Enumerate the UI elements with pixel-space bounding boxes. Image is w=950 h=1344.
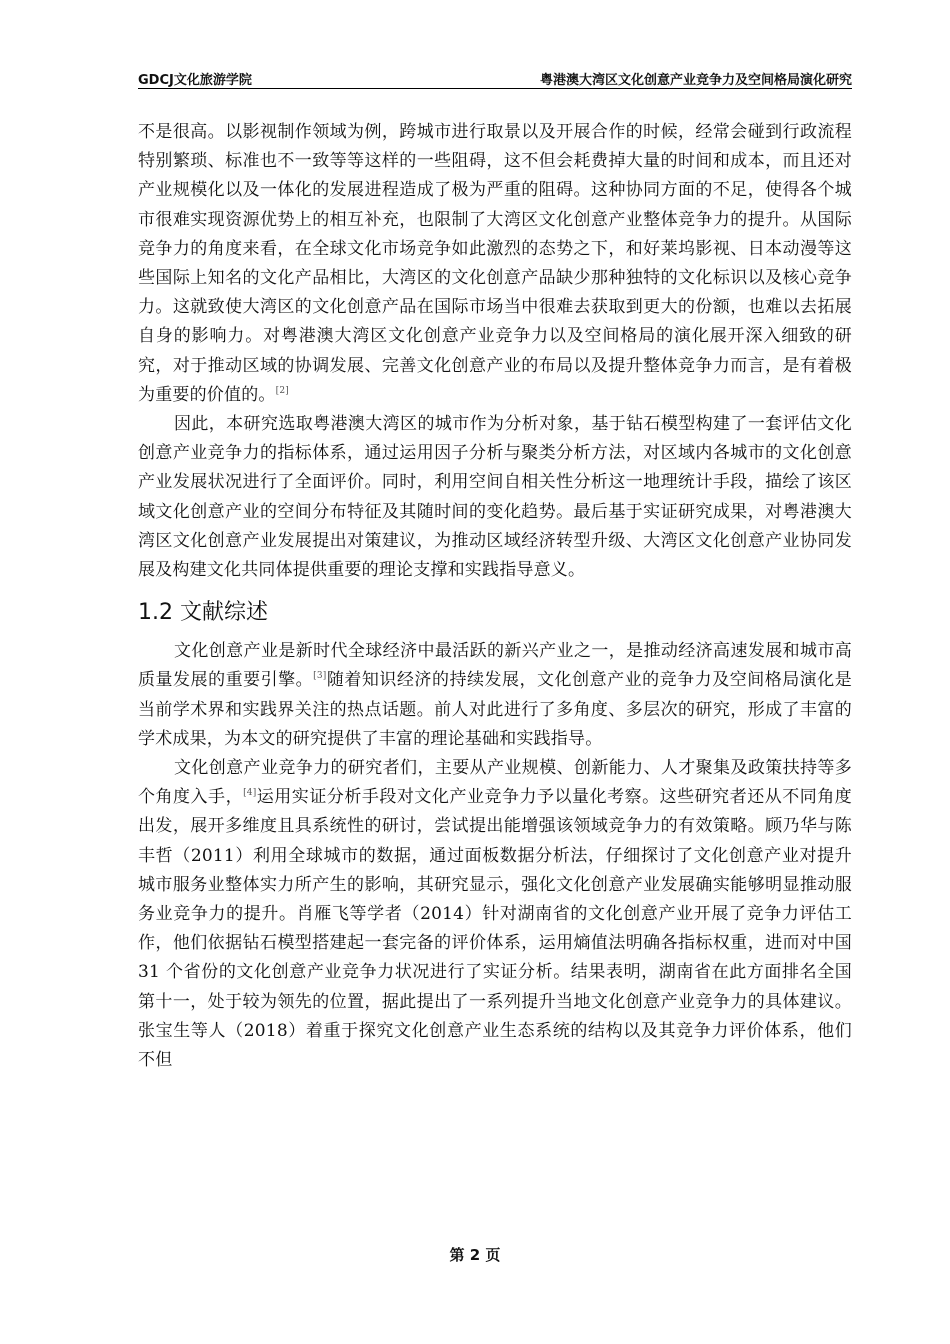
page-content bbox=[138, 118, 852, 1075]
page-number: 第 2 页 bbox=[449, 1246, 501, 1264]
body-paragraph-1: 不是很高。以影视制作领域为例，跨城市进行取景以及开展合作的时候，经常会碰到行政流程特别繁琐、标准也不一致等等这样的一些阻碍，这不但会耗费掉大量的时间和成本，而且还对产业规模化以及一体化的发展进程造成了极为严重的阻碍。这种协同方面的不足，使得各个城市很难实现资源优势上的相互补充，也限制了大湾区文化创意产业整体竞争力的提升。从国际竞争力的角度来看，在全球文化市场竞争如此激烈的态势之下，和好莱坞影视、日本动漫等这些国际上知名的文化产品相比，大湾区的文化创意产品缺少那种独特的文化标识以及核心竞争力。这就致使大湾区的文化创意产品在国际市场当中很难去获取到更大的份额，也难以去拓展自身的影响力。对粤港澳大湾区文化创意产业竞争力以及空间格局的演化展开深入细致的研究，对于推动区域的协调发展、完善文化创意产业的布局以及提升整体竞争力而言，是有着极为重要的价值的。[2] bbox=[138, 122, 852, 405]
citation-2[interactable]: [2] bbox=[275, 385, 289, 396]
page-header bbox=[138, 66, 852, 89]
header-paper-title: 粤港澳大湾区文化创意产业竞争力及空间格局演化研究 bbox=[539, 73, 852, 88]
citation-4[interactable]: [4] bbox=[243, 788, 257, 799]
section-heading: 1.2 文献综述 bbox=[138, 600, 268, 626]
header-institution: GDCJ文化旅游学院 bbox=[138, 73, 252, 88]
citation-3[interactable]: [3] bbox=[313, 671, 327, 682]
body-paragraph-2: 因此，本研究选取粤港澳大湾区的城市作为分析对象，基于钻石模型构建了一套评估文化创意产业竞争力的指标体系，通过运用因子分析与聚类分析方法，对区域内各城市的文化创意产业发展状况进行了全面评价。同时，利用空间自相关性分析这一地理统计手段，描绘了该区域文化创意产业的空间分布特征及其随时间的变化趋势。最后基于实证研究成果，对粤港澳大湾区文化创意产业发展提出对策建议，为推动区域经济转型升级、大湾区文化创意产业协同发展及构建文化共同体提供重要的理论支撑和实践指导意义。 bbox=[138, 414, 852, 581]
body-paragraph-4: 文化创意产业竞争力的研究者们，主要从产业规模、创新能力、人才聚集及政策扶持等多个角度入手，[4]运用实证分析手段对文化产业竞争力予以量化考察。这些研究者还从不同角度出发，展开多维度且具系统性的研讨，尝试提出能增强该领域竞争力的有效策略。顾乃华与陈丰哲（2011）利用全球城市的数据，通过面板数据分析法，仔细探讨了文化创意产业对提升城市服务业整体实力所产生的影响，其研究显示，强化文化创意产业发展确实能够明显推动服务业竞争力的提升。肖雁飞等学者（2014）针对湖南省的文化创意产业开展了竞争力评估工作，他们依据钻石模型搭建起一套完备的评价体系，运用熵值法明确各指标权重，进而对中国 31 个省份的文化创意产业竞争力状况进行了实证分析。结果表明，湖南省在此方面排名全国第十一，处于较为领先的位置，据此提出了一系列提升当地文化创意产业竞争力的具体建议。张宝生等人（2018）着重于探究文化创意产业生态系统的结构以及其竞争力评价体系，他们不但 bbox=[138, 758, 852, 1071]
body-paragraph-3: 文化创意产业是新时代全球经济中最活跃的新兴产业之一，是推动经济高速发展和城市高质量发展的重要引擎。[3]随着知识经济的持续发展，文化创意产业的竞争力及空间格局演化是当前学术界和实践界关注的热点话题。前人对此进行了多角度、多层次的研究，形成了丰富的学术成果，为本文的研究提供了丰富的理论基础和实践指导。 bbox=[138, 641, 853, 749]
